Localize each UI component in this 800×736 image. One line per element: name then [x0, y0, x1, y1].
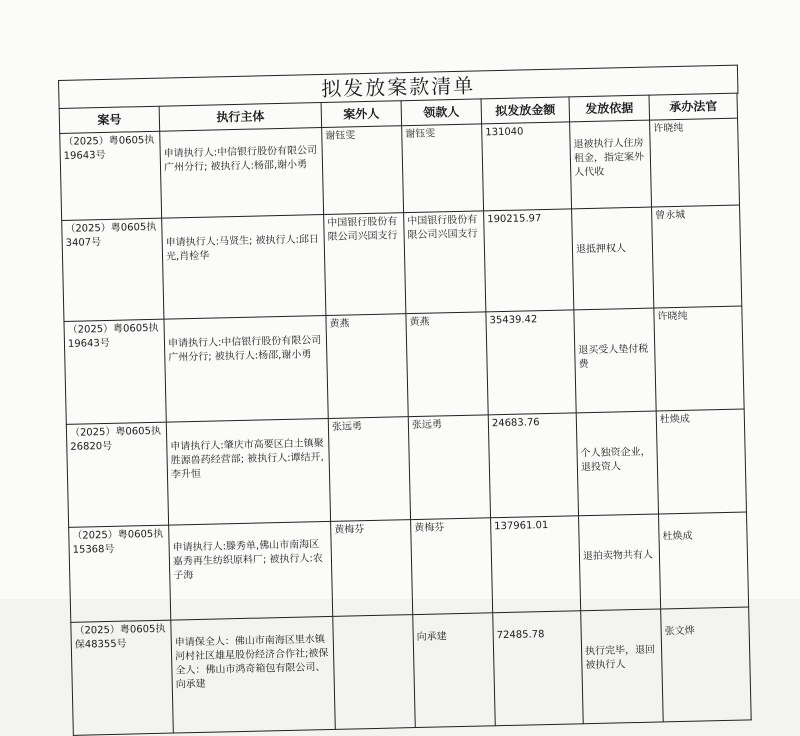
outsider: 谢钰雯: [322, 126, 404, 215]
basis: 退抵押权人: [572, 207, 654, 310]
case-number: （2025）粤0605执26820号: [66, 422, 168, 527]
outsider: [333, 615, 416, 730]
execution-subject: 申请保全人：佛山市南海区里水镇河村社区雄星股份经济合作社;被保全人：佛山市鸿奇箱包有限公司、向承建: [171, 616, 336, 733]
table-row: [62, 205, 742, 321]
amount: 24683.76: [488, 413, 578, 518]
amount: 35439.42: [486, 310, 576, 415]
execution-subject: 申请执行人:中信银行股份有限公司广州分行; 被执行人:杨邵,谢小勇: [164, 315, 328, 422]
basis: 退买受人垫付税费: [574, 308, 656, 413]
header-outsider: 案外人: [321, 101, 402, 128]
execution-subject: 申请执行人:马贤生; 被执行人:邱日光,肖检华: [162, 215, 326, 320]
judge: 张文烨: [661, 607, 752, 722]
case-number: （2025）粤0605执19643号: [60, 131, 162, 220]
table-row: [66, 409, 746, 527]
judge: 杜焕成: [656, 409, 746, 514]
payee: 黄燕: [406, 312, 488, 417]
case-number: （2025）粤0605执19643号: [64, 319, 166, 424]
execution-subject: 申请执行人:滕秀单,佛山市南海区嘉秀再生纺织原料厂; 被执行人:农子海: [169, 521, 333, 620]
case-number: （2025）粤0605执15368号: [69, 525, 171, 622]
payment-list-sheet: [58, 65, 748, 691]
basis: 个人独资企业，退投资人: [576, 411, 658, 516]
judge: 杜焕成: [659, 512, 749, 609]
amount: 190215.97: [484, 209, 574, 312]
table-row: [64, 306, 744, 424]
payee: 向承建: [413, 613, 496, 728]
case-number: （2025）粤0605执保48355号: [71, 620, 174, 735]
header-basis: 发放依据: [569, 95, 650, 122]
document-title: 拟发放案款清单: [58, 65, 738, 109]
amount: 72485.78: [493, 611, 584, 726]
outsider: 黄梅芬: [331, 520, 413, 617]
judge: 曾永城: [652, 205, 742, 308]
header-amount: 拟发放金额: [481, 97, 570, 124]
basis: 退拍卖物共有人: [579, 514, 661, 611]
header-case-no: 案号: [59, 106, 160, 133]
table-row: [60, 118, 740, 220]
outsider: 黄燕: [326, 314, 408, 419]
payment-table: [59, 93, 752, 736]
payee: 张远勇: [408, 415, 490, 520]
payee: 黄梅芬: [411, 518, 493, 615]
amount: 131040: [482, 122, 572, 211]
basis: 退被执行人住房租金，指定案外人代收: [570, 120, 652, 209]
case-number: （2025）粤0605执3407号: [62, 218, 164, 321]
basis: 执行完毕，退回被执行人: [581, 609, 664, 724]
header-judge: 承办法官: [649, 93, 738, 120]
table-row: [69, 512, 749, 622]
judge: 许晓纯: [654, 306, 744, 411]
execution-subject: 申请执行人:中信银行股份有限公司广州分行; 被执行人:杨邵,谢小勇: [160, 128, 324, 219]
amount: 137961.01: [491, 516, 581, 613]
execution-subject: 申请执行人:肇庆市高要区白土镇聚胜源兽药经营部; 被执行人:谭结开,李升恒: [166, 418, 330, 525]
payee: 谢钰雯: [402, 124, 484, 213]
outsider: 张远勇: [328, 417, 410, 522]
header-payee: 领款人: [401, 99, 482, 126]
judge: 许晓纯: [650, 118, 740, 207]
header-subject: 执行主体: [159, 103, 322, 132]
table-row: [71, 607, 751, 735]
outsider: 中国银行股份有限公司兴国支行: [324, 213, 406, 316]
payee: 中国银行股份有限公司兴国支行: [404, 211, 486, 314]
